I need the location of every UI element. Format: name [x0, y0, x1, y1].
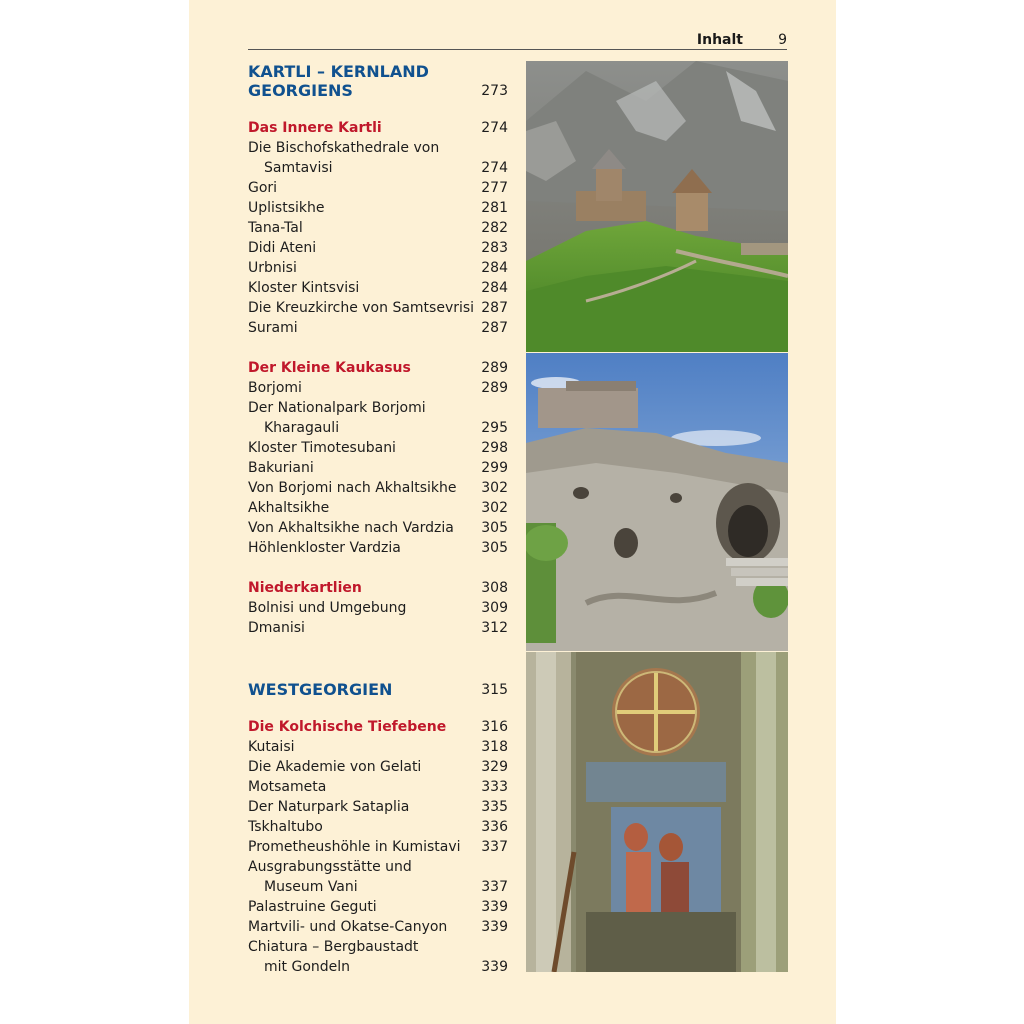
toc-title: Ausgrabungsstätte und [248, 859, 412, 875]
toc-title: KARTLI – KERNLAND [248, 62, 429, 81]
toc-title: Urbnisi [248, 260, 297, 276]
toc-page-number: 316 [481, 719, 508, 735]
toc-page-number: 336 [481, 819, 508, 835]
toc-page-number: 337 [481, 839, 508, 855]
toc-page-number: 283 [481, 240, 508, 256]
toc-page-number: 339 [481, 959, 508, 975]
toc-title: Die Akademie von Gelati [248, 759, 422, 775]
toc-title: Chiatura – Bergbaustadt [248, 939, 419, 955]
toc-page-number: 339 [481, 919, 508, 935]
toc-title: Höhlenkloster Vardzia [248, 540, 401, 556]
toc-title: Borjomi [248, 380, 302, 396]
toc-page-number: 302 [481, 500, 508, 516]
toc-title: Die Bischofskathedrale von [248, 140, 440, 156]
toc-title: Von Borjomi nach Akhaltsikhe [248, 480, 457, 496]
toc-page-number: 284 [481, 280, 508, 296]
header-label: Inhalt [696, 32, 743, 48]
toc-title: Museum Vani [264, 879, 358, 895]
toc-page-number: 305 [481, 540, 508, 556]
toc-page-number: 312 [481, 620, 508, 636]
toc-page-number: 282 [481, 220, 508, 236]
toc-title: Der Kleine Kaukasus [248, 360, 411, 376]
toc-title: mit Gondeln [264, 959, 351, 975]
toc-page-number: 315 [481, 682, 508, 698]
toc-title: Akhaltsikhe [248, 500, 330, 516]
toc-title: Die Kolchische Tiefebene [248, 719, 447, 735]
toc-page-number: 333 [481, 779, 508, 795]
toc-page-number: 335 [481, 799, 508, 815]
toc-page-number: 305 [481, 520, 508, 536]
photo-cave-town [526, 353, 788, 651]
toc-title: GEORGIENS [248, 81, 353, 100]
toc-title: Tana-Tal [248, 220, 303, 236]
toc-page-number: 273 [481, 83, 508, 99]
toc-title: Der Nationalpark Borjomi [248, 400, 426, 416]
toc-title: Samtavisi [264, 160, 333, 176]
toc-title: Prometheushöhle in Kumistavi [248, 839, 461, 855]
toc-title: Die Kreuzkirche von Samtsevrisi [248, 300, 475, 316]
toc-page-number: 299 [481, 460, 508, 476]
toc-title: Von Akhaltsikhe nach Vardzia [248, 520, 454, 536]
toc-page-number: 289 [481, 380, 508, 396]
toc-title: Kloster Timotesubani [248, 440, 396, 456]
toc-title: WESTGEORGIEN [248, 680, 393, 699]
toc-page-number: 302 [481, 480, 508, 496]
toc-page-number: 274 [481, 120, 508, 136]
toc-title: Der Naturpark Sataplia [248, 799, 410, 815]
toc-page-number: 329 [481, 759, 508, 775]
toc-page-number: 287 [481, 320, 508, 336]
toc-page-number: 284 [481, 260, 508, 276]
toc-title: Niederkartlien [248, 580, 362, 596]
toc-page-number: 318 [481, 739, 508, 755]
toc-title: Motsameta [248, 779, 327, 795]
toc-title: Gori [248, 180, 278, 196]
toc-page-number: 339 [481, 899, 508, 915]
toc-title: Palastruine Geguti [248, 899, 377, 915]
header-page-number: 9 [778, 32, 787, 48]
toc-title: Das Innere Kartli [248, 120, 382, 136]
toc-title: Kloster Kintsvisi [248, 280, 360, 296]
toc-title: Surami [248, 320, 298, 336]
toc-title: Kharagauli [264, 420, 340, 436]
toc-title: Bakuriani [248, 460, 314, 476]
toc-page-number: 281 [481, 200, 508, 216]
toc-title: Didi Ateni [248, 240, 317, 256]
toc-page-number: 298 [481, 440, 508, 456]
toc-page-number: 287 [481, 300, 508, 316]
toc-page-number: 289 [481, 360, 508, 376]
toc-title: Bolnisi und Umgebung [248, 600, 407, 616]
photo-fresco [526, 652, 788, 972]
running-head [248, 31, 787, 50]
toc-page-number: 274 [481, 160, 508, 176]
toc-page-number: 309 [481, 600, 508, 616]
toc-title: Martvili- und Okatse-Canyon [248, 919, 448, 935]
toc-title: Tskhaltubo [248, 819, 323, 835]
toc-page-number: 295 [481, 420, 508, 436]
book-page [189, 0, 836, 1024]
toc-title: Uplistsikhe [248, 200, 325, 216]
toc-page-number: 308 [481, 580, 508, 596]
toc-page-number: 277 [481, 180, 508, 196]
toc-title: Kutaisi [248, 739, 295, 755]
toc-title: Dmanisi [248, 620, 305, 636]
toc-page-number: 337 [481, 879, 508, 895]
photo-mountain-church [526, 61, 788, 352]
